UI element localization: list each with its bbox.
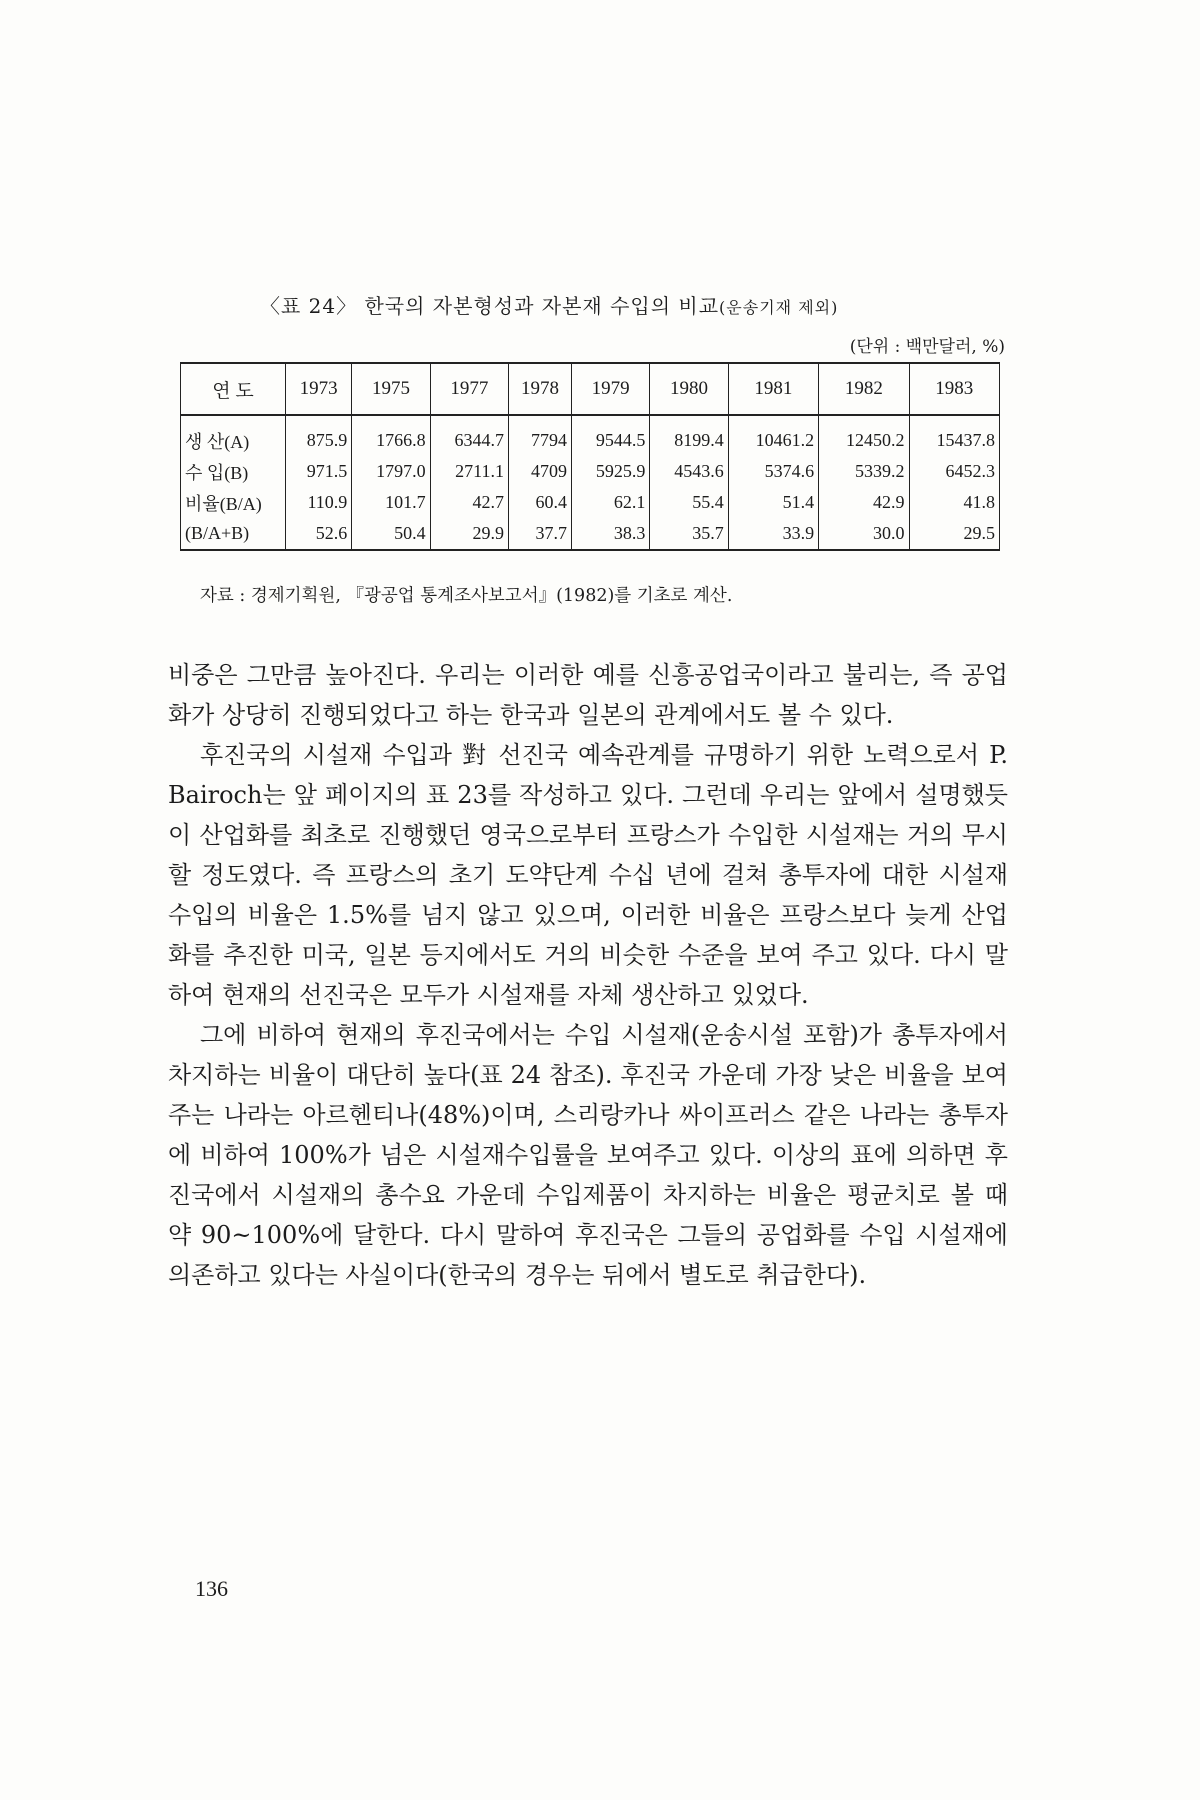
column-header: 1981 bbox=[728, 363, 818, 415]
paragraph: 비중은 그만큼 높아진다. 우리는 이러한 예를 신흥공업국이라고 불리는, 즉 공업화가 상당히 진행되었다고 하는 한국과 일본의 관계에서도 볼 수 있다. bbox=[168, 661, 1008, 729]
column-header: 1983 bbox=[909, 363, 999, 415]
row-label: 수 입(B) bbox=[181, 456, 286, 487]
table-row-ratio-ba bbox=[181, 487, 1000, 518]
table-cell: 60.4 bbox=[509, 487, 572, 518]
table-cell: 971.5 bbox=[286, 456, 352, 487]
table-cell: 9544.5 bbox=[571, 415, 649, 456]
column-header: 1980 bbox=[650, 363, 728, 415]
table-cell: 5339.2 bbox=[819, 456, 909, 487]
table-cell: 37.7 bbox=[509, 518, 572, 550]
column-header: 1973 bbox=[286, 363, 352, 415]
table-cell: 50.4 bbox=[352, 518, 430, 550]
table-cell: 6344.7 bbox=[430, 415, 508, 456]
table-row-imports bbox=[181, 456, 1000, 487]
table-title-note: (운송기재 제외) bbox=[719, 298, 839, 317]
table-cell: 52.6 bbox=[286, 518, 352, 550]
table-cell: 35.7 bbox=[650, 518, 728, 550]
table-cell: 2711.1 bbox=[430, 456, 508, 487]
row-label: 비율(B/A) bbox=[181, 487, 286, 518]
row-label: (B/A+B) bbox=[181, 518, 286, 550]
table-cell: 51.4 bbox=[728, 487, 818, 518]
table-source-note: 자료 : 경제기획원, 『광공업 통계조사보고서』(1982)를 기초로 계산. bbox=[200, 586, 733, 606]
table-cell: 1797.0 bbox=[352, 456, 430, 487]
table-cell: 15437.8 bbox=[909, 415, 999, 456]
column-header: 1979 bbox=[571, 363, 649, 415]
row-label: 생 산(A) bbox=[181, 415, 286, 456]
table-cell: 62.1 bbox=[571, 487, 649, 518]
table-cell: 12450.2 bbox=[819, 415, 909, 456]
table-row-production bbox=[181, 415, 1000, 456]
table-cell: 7794 bbox=[509, 415, 572, 456]
table-cell: 30.0 bbox=[819, 518, 909, 550]
page-number: 136 bbox=[195, 1576, 228, 1601]
table-unit-note: (단위 : 백만달러, %) bbox=[849, 337, 1005, 357]
table-cell: 29.9 bbox=[430, 518, 508, 550]
table-cell: 42.7 bbox=[430, 487, 508, 518]
table-row-ratio-bab bbox=[181, 518, 1000, 550]
column-header: 1978 bbox=[509, 363, 572, 415]
table-cell: 38.3 bbox=[571, 518, 649, 550]
table-cell: 41.8 bbox=[909, 487, 999, 518]
column-header: 1977 bbox=[430, 363, 508, 415]
table-cell: 6452.3 bbox=[909, 456, 999, 487]
table-header-row bbox=[181, 363, 1000, 415]
table-cell: 29.5 bbox=[909, 518, 999, 550]
table-title: 〈표 24〉 한국의 자본형성과 자본재 수입의 비교 bbox=[260, 294, 720, 318]
table-cell: 101.7 bbox=[352, 487, 430, 518]
table-cell: 875.9 bbox=[286, 415, 352, 456]
column-header: 1982 bbox=[819, 363, 909, 415]
column-header: 1975 bbox=[352, 363, 430, 415]
table-caption bbox=[260, 290, 980, 319]
table-cell: 110.9 bbox=[286, 487, 352, 518]
capital-formation-table bbox=[180, 362, 1000, 551]
body-text bbox=[168, 655, 1008, 1295]
table-cell: 1766.8 bbox=[352, 415, 430, 456]
table-cell: 5374.6 bbox=[728, 456, 818, 487]
table-cell: 5925.9 bbox=[571, 456, 649, 487]
table-cell: 4543.6 bbox=[650, 456, 728, 487]
paragraph: 후진국의 시설재 수입과 對 선진국 예속관계를 규명하기 위한 노력으로서 P. Bairoch는 앞 페이지의 표 23를 작성하고 있다. 그런데 우리는 앞에서 설명했듯이 산업화를 최초로 진행했던 영국으로부터 프랑스가 수입한 시설재는 거의 무시할 정도였다. 즉 프랑스의 초기 도약단계 수십 년에 걸쳐 총투자에 대한 시설재 수입의 비율은 1.5%를 넘지 않고 있으며, 이러한 비율은 프랑스보다 늦게 산업화를 추진한 미국, 일본 등지에서도 거의 비슷한 수준을 보여 주고 있다. 다시 말하여 현재의 선진국은 모두가 시설재를 자체 생산하고 있었다. bbox=[168, 741, 1008, 1009]
column-header: 연 도 bbox=[181, 363, 286, 415]
table-cell: 42.9 bbox=[819, 487, 909, 518]
table-cell: 55.4 bbox=[650, 487, 728, 518]
paragraph: 그에 비하여 현재의 후진국에서는 수입 시설재(운송시설 포함)가 총투자에서 차지하는 비율이 대단히 높다(표 24 참조). 후진국 가운데 가장 낮은 비율을 보여 주는 나라는 아르헨티나(48%)이며, 스리랑카나 싸이프러스 같은 나라는 총투자에 비하여 100%가 넘은 시설재수입률을 보여주고 있다. 이상의 표에 의하면 후진국에서 시설재의 총수요 가운데 수입제품이 차지하는 비율은 평균치로 볼 때 약 90~100%에 달한다. 다시 말하여 후진국은 그들의 공업화를 수입 시설재에 의존하고 있다는 사실이다(한국의 경우는 뒤에서 별도로 취급한다). bbox=[168, 1021, 1008, 1289]
table-cell: 33.9 bbox=[728, 518, 818, 550]
table-cell: 4709 bbox=[509, 456, 572, 487]
table-cell: 8199.4 bbox=[650, 415, 728, 456]
table-cell: 10461.2 bbox=[728, 415, 818, 456]
